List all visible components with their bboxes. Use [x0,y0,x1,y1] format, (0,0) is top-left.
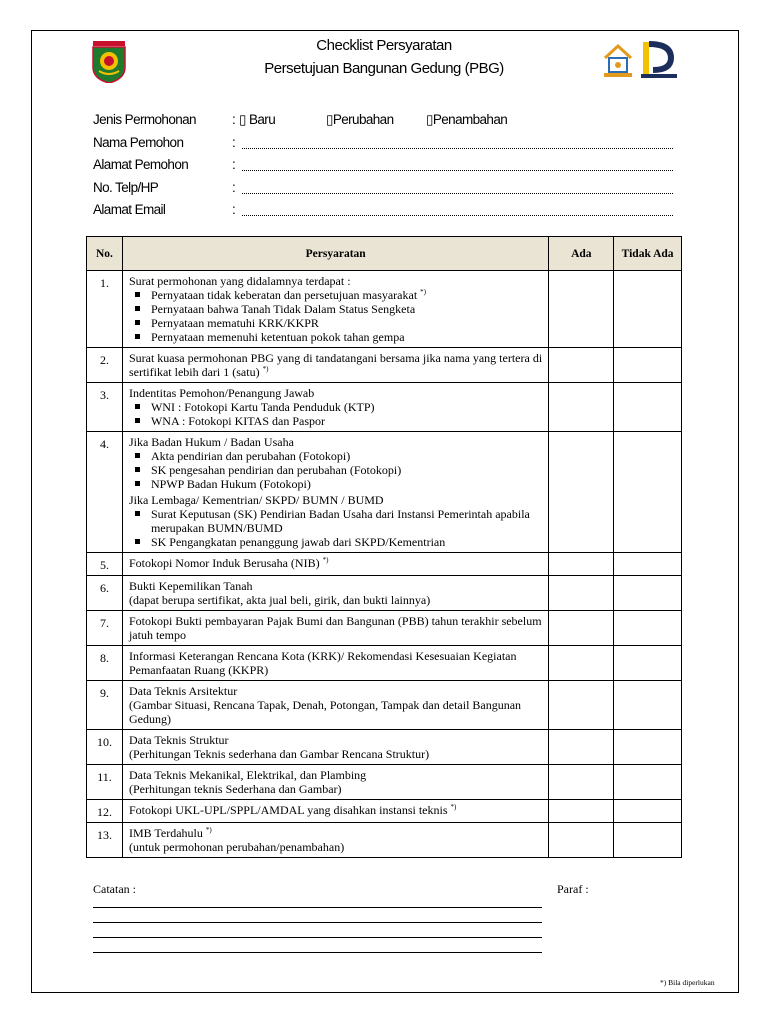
requirement-subtext: Jika Lembaga/ Kementrian/ SKPD/ BUMN / BUMD [128,493,384,507]
table-row [87,823,682,858]
footnote: *) Bila diperlukan [660,978,715,987]
row-number: 13. [87,823,123,858]
table-row [87,800,682,823]
list-item: WNA : Fotokopi KITAS dan Paspor [151,414,542,428]
checkbox-icon[interactable]: ▯ [239,112,246,127]
requirement-text: Fotokopi Nomor Induk Berusaha (NIB) [128,556,320,570]
tidak-ada-checkbox-cell[interactable] [614,348,682,383]
row-number: 10. [87,730,123,765]
footnote-marker: *) [322,556,329,564]
list-item: Pernyataan mematuhi KRK/KKPR [151,316,542,330]
catatan-line[interactable] [93,922,542,923]
requirement-subtext: (Perhitungan teknis Sederhana dan Gambar) [128,782,342,796]
requirement-text: Bukti Kepemilikan Tanah [128,579,253,593]
ada-checkbox-cell[interactable] [549,576,614,611]
nama-label: Nama Pemohon [93,134,184,150]
table-row [87,576,682,611]
requirement-cell [122,553,548,576]
header-tidak-ada: Tidak Ada [614,237,682,271]
ada-checkbox-cell[interactable] [549,646,614,681]
requirement-subtext: (dapat berupa sertifikat, akta jual beli, girik, dan bukti lainnya) [128,593,431,607]
tidak-ada-checkbox-cell[interactable] [614,576,682,611]
header-no: No. [87,237,123,271]
list-item: Pernyataan bahwa Tanah Tidak Dalam Status Sengketa [151,302,542,316]
header-ada: Ada [549,237,614,271]
colon: : [232,179,236,195]
requirement-cell [122,432,548,553]
row-number: 7. [87,611,123,646]
option-penambahan[interactable] [426,112,507,128]
catatan-line[interactable] [93,937,542,938]
alamat-field[interactable] [242,170,673,171]
table-row [87,383,682,432]
row-number: 2. [87,348,123,383]
tidak-ada-checkbox-cell[interactable] [614,611,682,646]
row-number: 3. [87,383,123,432]
option-perubahan-label: Perubahan [332,112,394,127]
tidak-ada-checkbox-cell[interactable] [614,800,682,823]
title-line-2: Persetujuan Bangunan Gedung (PBG) [264,60,504,77]
ada-checkbox-cell[interactable] [549,432,614,553]
row-number: 11. [87,765,123,800]
row-number: 8. [87,646,123,681]
requirement-cell [122,383,548,432]
table-row [87,611,682,646]
row-number: 4. [87,432,123,553]
footnote-marker: *) [262,365,269,373]
requirement-text: Jika Badan Hukum / Badan Usaha [128,435,294,449]
title-line-1: Checklist Persyaratan [316,37,452,54]
telp-field[interactable] [242,193,673,194]
ada-checkbox-cell[interactable] [549,271,614,348]
tidak-ada-checkbox-cell[interactable] [614,383,682,432]
catatan-label: Catatan : [93,882,136,896]
requirement-cell [122,730,548,765]
email-field[interactable] [242,215,673,216]
requirements-table [86,236,682,858]
row-number: 12. [87,800,123,823]
colon: : [232,134,236,150]
row-number: 5. [87,553,123,576]
row-number: 1. [87,271,123,348]
tidak-ada-checkbox-cell[interactable] [614,432,682,553]
alamat-label: Alamat Pemohon [93,157,189,173]
requirement-text: Fotokopi Bukti pembayaran Pajak Bumi dan Bangunan (PBB) tahun terakhir sebelum jatuh tempo [128,614,542,642]
tidak-ada-checkbox-cell[interactable] [614,765,682,800]
table-row [87,765,682,800]
email-row [93,202,693,225]
table-row [87,730,682,765]
list-item: WNI : Fotokopi Kartu Tanda Penduduk (KTP) [151,400,542,414]
list-item: Pernyataan tidak keberatan dan persetujuan masyarakat *) [151,288,542,302]
jenis-row [93,112,693,135]
checkbox-icon[interactable]: ▯ [426,112,433,127]
requirement-cell [122,611,548,646]
telp-row [93,180,693,203]
footnote-marker: *) [205,826,212,834]
footnote-marker: *) [420,288,427,296]
requirement-text: Indentitas Pemohon/Penangung Jawab [128,386,315,400]
requirement-cell [122,765,548,800]
requirement-cell [122,681,548,730]
list-item: Akta pendirian dan perubahan (Fotokopi) [151,449,542,463]
option-baru[interactable] [239,112,275,128]
requirement-cell [122,646,548,681]
applicant-form [93,112,693,225]
alamat-row [93,157,693,180]
telp-label: No. Telp/HP [93,179,159,195]
table-row [87,348,682,383]
ada-checkbox-cell[interactable] [549,730,614,765]
colon: : [232,157,236,173]
requirement-text: Surat permohonan yang didalamnya terdapat : [128,274,351,288]
tidak-ada-checkbox-cell[interactable] [614,730,682,765]
row-number: 6. [87,576,123,611]
requirement-text: Surat kuasa permohonan PBG yang di tandatangani bersama jika nama yang tertera di sertifikat lebih dari 1 (satu) [128,351,543,379]
table-row [87,271,682,348]
footnote-marker: *) [450,803,457,811]
checkbox-icon[interactable]: ▯ [326,112,333,127]
table-header-row [87,237,682,271]
list-item: NPWP Badan Hukum (Fotokopi) [151,477,542,491]
option-perubahan[interactable] [326,112,394,128]
option-penambahan-label: Penambahan [432,112,508,127]
tidak-ada-checkbox-cell[interactable] [614,553,682,576]
requirement-text: Fotokopi UKL-UPL/SPPL/AMDAL yang disahkan instansi teknis [128,803,448,817]
jenis-label: Jenis Permohonan [93,112,196,127]
catatan-line[interactable] [93,952,542,953]
ada-checkbox-cell[interactable] [549,348,614,383]
row-number: 9. [87,681,123,730]
table-row [87,681,682,730]
requirement-cell [122,576,548,611]
ada-checkbox-cell[interactable] [549,383,614,432]
header-persyaratan: Persyaratan [122,237,548,271]
tidak-ada-checkbox-cell[interactable] [614,681,682,730]
ada-checkbox-cell[interactable] [549,611,614,646]
requirement-text: Data Teknis Arsitektur [128,684,238,698]
tidak-ada-checkbox-cell[interactable] [614,646,682,681]
list-item: Pernyataan memenuhi ketentuan pokok tahan gempa [151,330,542,344]
requirement-cell [122,800,548,823]
requirement-subtext: (Perhitungan Teknis sederhana dan Gambar Rencana Struktur) [128,747,430,761]
ada-checkbox-cell[interactable] [549,681,614,730]
requirement-text: Data Teknis Struktur [128,733,229,747]
option-baru-label: Baru [249,112,276,127]
ada-checkbox-cell[interactable] [549,553,614,576]
requirement-subtext: (untuk permohonan perubahan/penambahan) [128,840,345,854]
requirement-cell [122,823,548,858]
email-label: Alamat Email [93,202,166,218]
list-item: Surat Keputusan (SK) Pendirian Badan Usaha dari Instansi Pemerintah apabila merupakan BUMN/BUMD [151,507,542,535]
requirement-cell [122,271,548,348]
requirement-text: Informasi Keterangan Rencana Kota (KRK)/ Rekomendasi Kesesuaian Kegiatan Pemanfaatan Ruang (KKPR) [128,649,517,677]
list-item: SK pengesahan pendirian dan perubahan (Fotokopi) [151,463,542,477]
requirement-text: Data Teknis Mekanikal, Elektrikal, dan Plambing [128,768,367,782]
colon: : [232,202,236,218]
table-row [87,432,682,553]
colon: : [232,112,236,127]
ada-checkbox-cell[interactable] [549,823,614,858]
ada-checkbox-cell[interactable] [549,800,614,823]
list-item: SK Pengangkatan penanggung jawab dari SKPD/Kementrian [151,535,542,549]
requirement-cell [122,348,548,383]
tidak-ada-checkbox-cell[interactable] [614,823,682,858]
table-row [87,553,682,576]
ada-checkbox-cell[interactable] [549,765,614,800]
requirement-text: IMB Terdahulu [128,826,203,840]
table-row [87,646,682,681]
tidak-ada-checkbox-cell[interactable] [614,271,682,348]
paraf-label: Paraf : [557,882,589,896]
nama-row [93,135,693,158]
requirement-subtext: (Gambar Situasi, Rencana Tapak, Denah, Potongan, Tampak dan detail Bangunan Gedung) [128,698,522,726]
catatan-line[interactable] [93,907,542,908]
nama-field[interactable] [242,148,673,149]
